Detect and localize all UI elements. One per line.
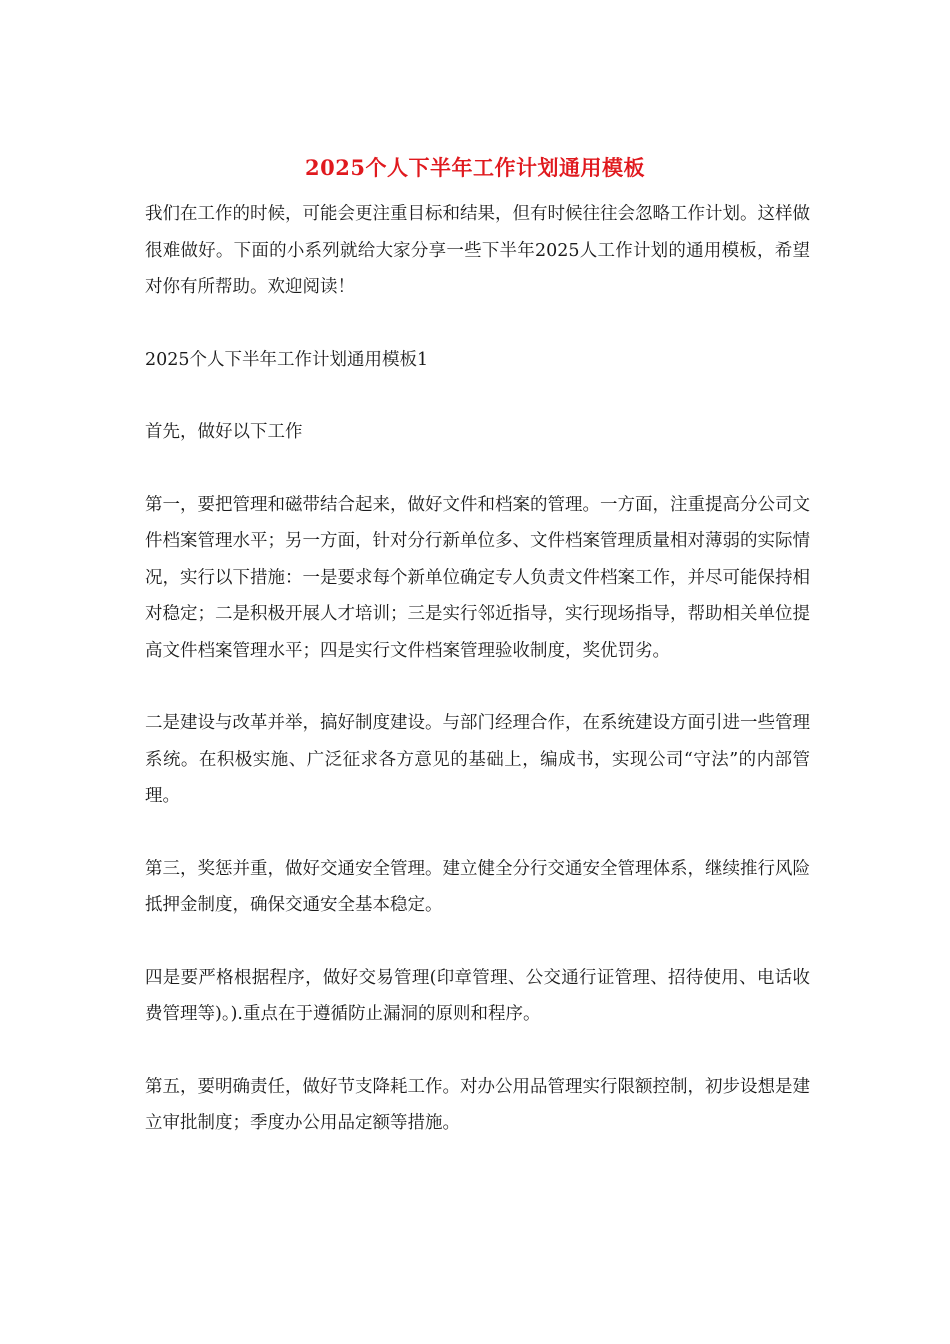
item-paragraph-4: 四是要严格根据程序，做好交易管理(印章管理、公交通行证管理、招待使用、电话收费管理等)。).重点在于遵循防止漏洞的原则和程序。 bbox=[145, 967, 810, 1024]
document-body bbox=[145, 196, 810, 1178]
section-heading: 2025个人下半年工作计划通用模板1 bbox=[145, 349, 429, 370]
item-paragraph-3: 第三，奖惩并重，做好交通安全管理。建立健全分行交通安全管理体系，继续推行风险抵押金制度，确保交通安全基本稳定。 bbox=[145, 858, 810, 915]
item-paragraph-2: 二是建设与改革并举，搞好制度建设。与部门经理合作，在系统建设方面引进一些管理系统。在积极实施、广泛征求各方意见的基础上，编成书，实现公司“守法”的内部管理。 bbox=[145, 713, 810, 806]
item-paragraph-1: 第一，要把管理和磁带结合起来，做好文件和档案的管理。一方面，注重提高分公司文件档案管理水平；另一方面，针对分行新单位多、文件档案管理质量相对薄弱的实际情况，实行以下措施：一是要求每个新单位确定专人负责文件档案工作，并尽可能保持相对稳定；二是积极开展人才培训；三是实行邻近指导，实行现场指导，帮助相关单位提高文件档案管理水平；四是实行文件档案管理验收制度，奖优罚劣。 bbox=[145, 494, 810, 661]
item-paragraph-5: 第五，要明确责任，做好节支降耗工作。对办公用品管理实行限额控制，初步设想是建立审批制度；季度办公用品定额等措施。 bbox=[145, 1076, 810, 1133]
section-lead: 首先，做好以下工作 bbox=[145, 422, 303, 442]
intro-paragraph: 我们在工作的时候，可能会更注重目标和结果，但有时候往往会忽略工作计划。这样做很难做好。下面的小系列就给大家分享一些下半年2025人工作计划的通用模板，希望对你有所帮助。欢迎阅读！ bbox=[145, 204, 810, 297]
document-title: 2025个人下半年工作计划通用模板 bbox=[305, 155, 645, 180]
